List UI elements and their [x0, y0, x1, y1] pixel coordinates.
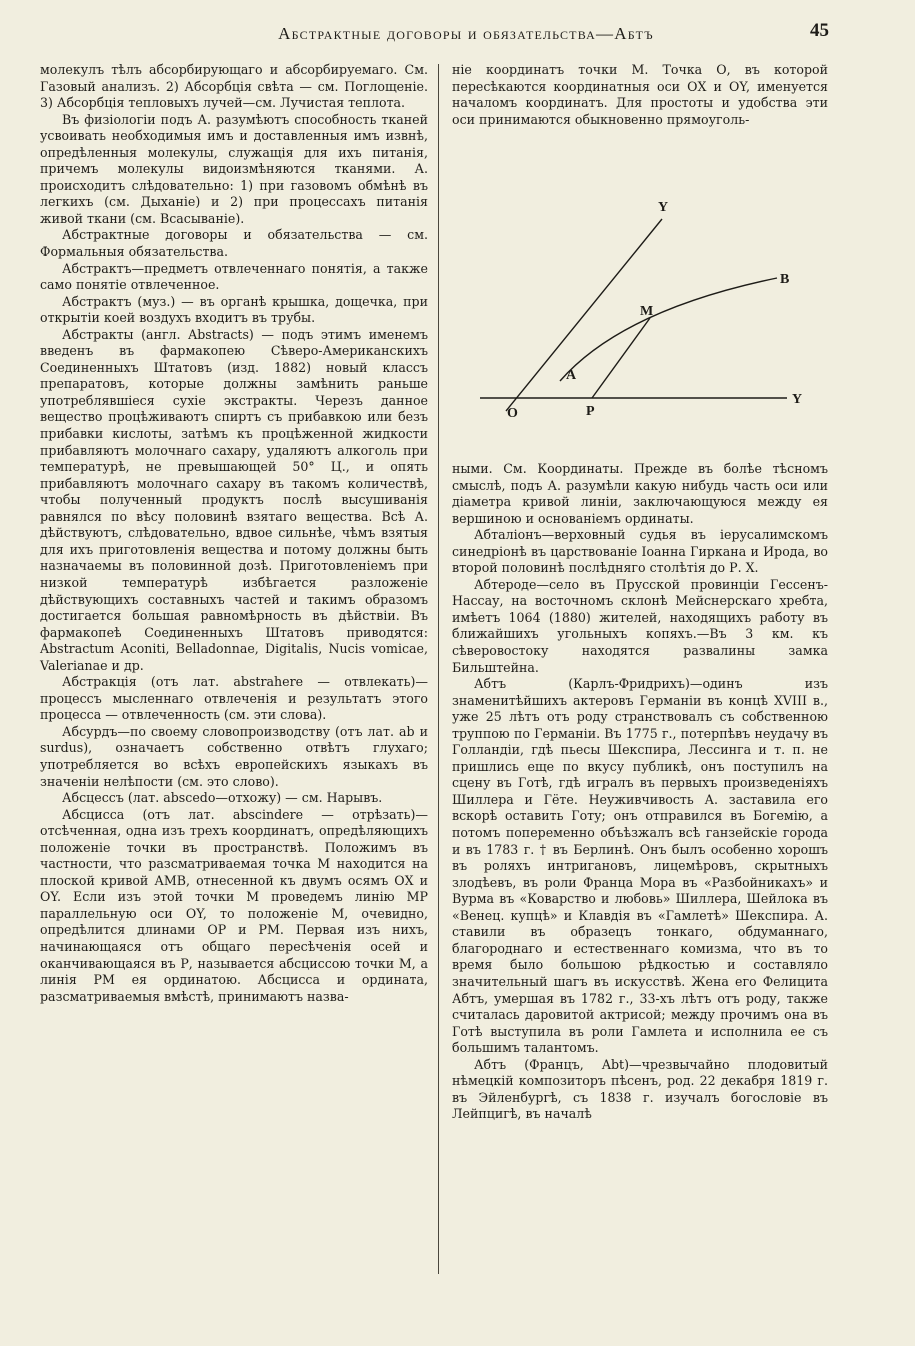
label-P: P: [586, 404, 595, 419]
entry-abt-karl: Абтъ (Карлъ-Фридрихъ)—одинъ изъ знаменитѣйшихъ актеровъ Германіи въ концѣ XVIII в., уже 25 лѣтъ отъ роду странствовалъ съ собственною труппою по Германіи. Въ 1775 г., потерпѣвъ неудачу въ Голландіи, гдѣ пьесы Шекспира, Лессинга и т. п. не пришлись еще по вкусу публикѣ, онъ поступилъ на сцену въ Готѣ, гдѣ игралъ въ первыхъ произведеніяхъ Шиллера и Гёте. Неуживчивость А. заставила его вскорѣ оставить Готу; онъ отправился въ Богемію, а потомъ попеременно объѣзжалъ всѣ ганзейскіе города и въ 1783 г. † въ Берлинѣ. Онъ былъ особенно хорошъ въ роляхъ интригановъ, лицемѣровъ, скрытныхъ злодѣевъ, въ роли Франца Мора въ «Разбойникахъ» и Вурма въ «Коварство и любовь» Шиллера, Шейлока въ «Венец. купцѣ» и Клавдія въ «Гамлетѣ» Шекспира. А. ставили въ образецъ тонкаго, обдуманнаго, благороднаго и естественнаго комизма, что въ то время было большою рѣдкостью и составляло значительный шагъ въ искусствѣ. Жена его Фелицита Абтъ, умершая въ 1782 г., 33-хъ лѣтъ отъ роду, также считалась даровитой актрисой; между прочимъ она въ Готѣ выступила въ роли Гамлета и исполнила ее съ большимъ талантомъ.: [452, 676, 828, 1056]
label-O: O: [507, 406, 518, 421]
entry-abtalion: Абталіонъ—верховный судья въ іерусалимскомъ синедріонѣ въ царствованіе Іоанна Гиркана и Ирода, во второй половинѣ послѣдняго столѣтія до Р. Х.: [452, 527, 828, 576]
coordinate-figure: [452, 185, 828, 457]
label-Y-top: Y: [658, 200, 669, 215]
entry-abscess: Абсцессъ (лат. abscedo—отхожу) — см. Нарывъ.: [62, 790, 383, 806]
entry-abstract: Абстрактъ—предметъ отвлеченнаго понятія, а также само понятіе отвлеченное.: [40, 260, 428, 293]
y-axis-line: [506, 219, 662, 411]
paragraph: ніе координатъ точки М. Точка О, въ которой пересѣкаются координатныя оси ОХ и ОY, именуется началомъ координатъ. Для простоты и удобства эти оси принимаются обыкновенно прямоуголь-: [452, 62, 828, 127]
entry-abterode: Абтероде—село въ Прусской провинціи Гессенъ-Нассау, на восточномъ склонѣ Мейснерскаго хребта, имѣетъ 1064 (1880) жителей, находящихъ работу въ ближайшихъ угольныхъ копяхъ.—Въ 3 км. къ сѣверовостоку находятся развалины замка Бильштейна.: [452, 576, 828, 675]
column-divider: [438, 64, 439, 1274]
entry-abscissa: Абсцисса (отъ лат. abscindere — отрѣзать)—отсѣченная, одна изъ трехъ координатъ, опредѣляющихъ положеніе точки въ пространствѣ. Положимъ въ частности, что разсматриваемая точка М находится на плоской кривой АМВ, отнесенной къ двумъ осямъ ОХ и ОY. Если изъ этой точки М проведемъ линію МР параллельную оси ОY, то положеніе М, очевидно, опредѣлится длинами ОР и РМ. Первая изъ нихъ, начинающаяся отъ общаго пересѣченія осей и оканчивающаяся въ Р, называется абсциссою точки М, а линія РМ ея ординатою. Абсцисса и ордината, разсматриваемыя вмѣстѣ, принимаютъ назва-: [40, 806, 428, 1004]
coordinate-diagram: [452, 185, 828, 457]
left-column: [40, 62, 428, 1005]
page-number: 45: [810, 20, 829, 41]
label-M: M: [640, 304, 654, 319]
curve-AMB: [560, 278, 777, 381]
paragraph: молекулъ тѣлъ абсорбирующаго и абсорбируемаго. См. Газовый анализъ. 2) Абсорбція свѣта — см. Поглощеніе. 3) Абсорбція тепловыхъ лучей—см. Лучистая теплота.: [40, 62, 428, 111]
label-A: A: [566, 368, 577, 383]
entry-formal-obligations: Абстрактные договоры и обязательства — см. Формальныя обязательства.: [40, 227, 428, 260]
paragraph: ными. См. Координаты. Прежде въ болѣе тѣсномъ смыслѣ, подъ А. разумѣли какую нибудь часть оси или діаметра кривой линіи, заключающуюся между ея вершиною и основаніемъ ординаты.: [452, 461, 828, 526]
entry-abstraction: Абстракція (отъ лат. abstrahere — отвлекать)—процессъ мысленнаго отвлеченія и результатъ этого процесса — отвлеченность (см. эти слова).: [40, 674, 428, 723]
entry-abstracts: Абстракты (англ. Abstracts) — подъ этимъ именемъ введенъ въ фармакопею Сѣверо-Американскихъ Соединенныхъ Штатовъ (изд. 1882) новый классъ препаратовъ, которые должны замѣнить раньше употреблявшіеся сухіе экстракты. Черезъ данное вещество процѣживаютъ спиртъ съ прибавкою или безъ прибавки кислоты, затѣмъ къ процѣженной жидкости прибавляютъ молочнаго сахару, удаляютъ алкоголь при температурѣ, не превышающей 50° Ц., и опять прибавляютъ молочнаго сахару въ такомъ количествѣ, чтобы полученный продуктъ послѣ высушиванія равнялся по вѣсу половинѣ взятаго вещества. Всѣ А. дѣйствуютъ, слѣдовательно, вдвое сильнѣе, чѣмъ взятыя для ихъ приготовленія вещества и потому должны быть назначаемы въ половинной дозѣ. Приготовленіемъ при низкой температурѣ избѣгается разложеніе дѣйствующихъ составныхъ частей и такимъ образомъ достигается большая равномѣрность въ дѣйствіи. Въ фармакопеѣ Соединенныхъ Штатовъ приводятся: Abstractum Aconiti, Belladonnae, Digitalis, Nucis vomicae, Valerianae и др.: [40, 326, 428, 673]
entry-abt-franz: Абтъ (Францъ, Abt)—чрезвычайно плодовитый нѣмецкій композиторъ пѣсенъ, род. 22 декабря 1819 г. въ Эйленбургѣ, съ 1838 г. изучалъ богословіе въ Лейпцигѣ, въ началѣ: [452, 1056, 828, 1122]
right-column-top: [452, 62, 828, 128]
label-Y-right: Y: [792, 392, 803, 407]
label-B: B: [780, 272, 790, 287]
ordinate-line-MP: [592, 318, 650, 398]
entry-abstract-music: Абстрактъ (муз.) — въ органѣ крышка, дощечка, при открытіи коей воздухъ входитъ въ трубы.: [40, 293, 428, 326]
entry-absurd: Абсурдъ—по своему словопроизводству (отъ лат. ab и surdus), означаетъ собственно отвѣтъ глухаго; употребляется во всѣхъ европейскихъ языкахъ въ значеніи нелѣпости (см. это слово).: [40, 723, 428, 789]
running-title: Абстрактные договоры и обязательства—Абтъ: [278, 24, 654, 43]
right-column-bottom: [452, 461, 828, 1123]
paragraph: Въ физіологіи подъ А. разумѣютъ способность тканей усвоивать необходимыя имъ и доставленныя имъ извнѣ, опредѣленныя молекулы, служащія для ихъ питанія, причемъ молекулы видоизмѣняются тканями. А. происходитъ слѣдовательно: 1) при газовомъ обмѣнѣ въ легкихъ (см. Дыханіе) и 2) при процессахъ питанія живой ткани (см. Всасываніе).: [40, 111, 428, 226]
